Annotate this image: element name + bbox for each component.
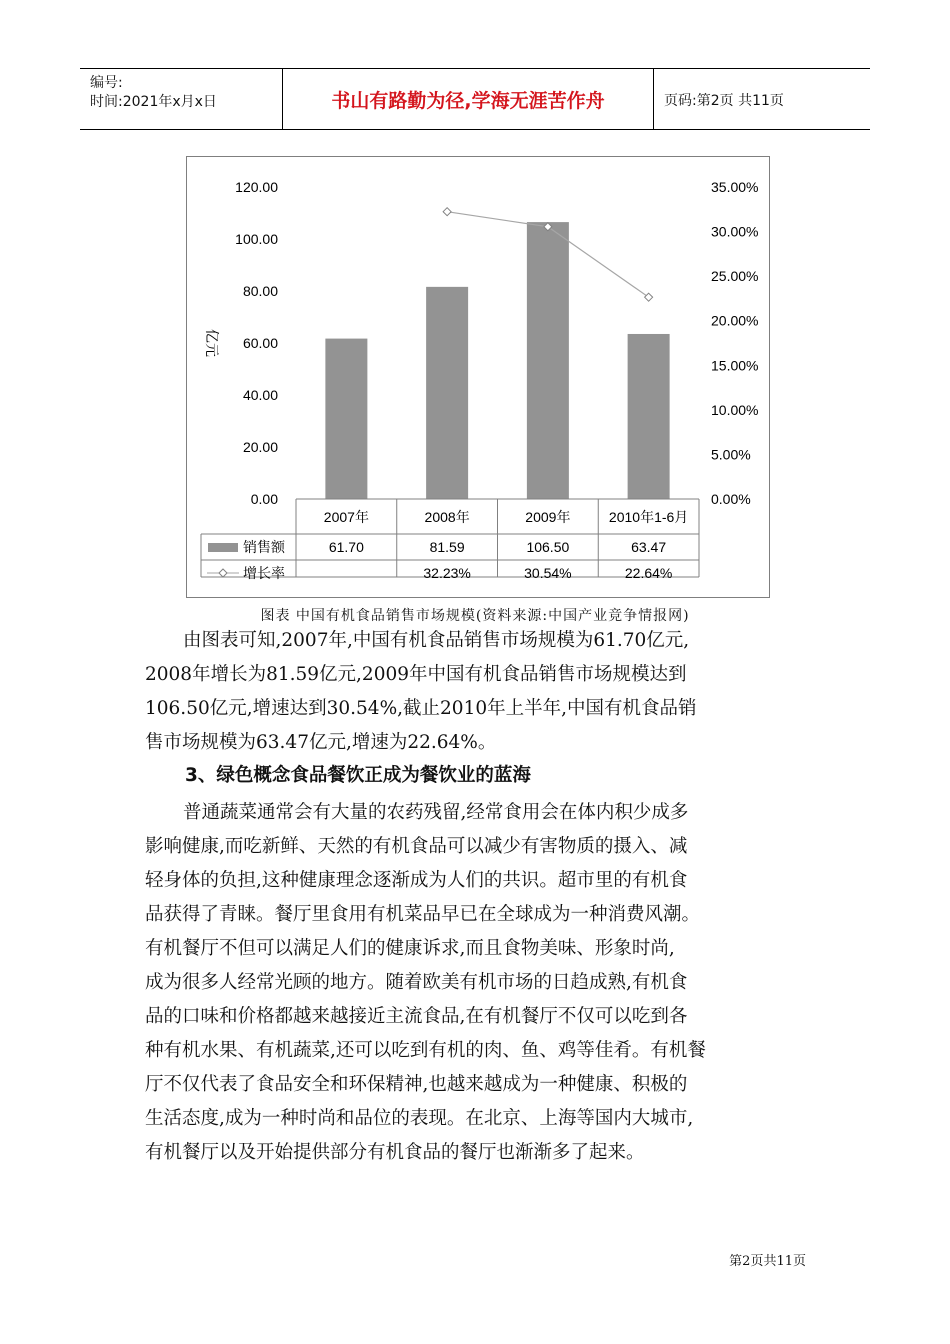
page-footer: 第2页共11页 xyxy=(729,1254,806,1269)
table-value-growth: 32.23% xyxy=(423,565,471,581)
y2-tick-label: 5.00% xyxy=(711,446,751,463)
header-meta-cell xyxy=(80,69,283,129)
table-value-growth: 30.54% xyxy=(524,565,572,581)
y-tick-label: 80.00 xyxy=(242,283,278,299)
y-tick-label: 100.00 xyxy=(235,231,278,247)
paragraph-line: 种有机水果、有机蔬菜,还可以吃到有机的肉、鱼、鸡等佳肴。有机餐 xyxy=(145,1040,706,1061)
x-tick-label: 2009年 xyxy=(525,509,571,525)
market-size-chart xyxy=(186,156,770,598)
y-tick-label: 20.00 xyxy=(242,439,278,455)
paragraph-line: 轻身体的负担,这种健康理念逐渐成为人们的共识。超市里的有机食 xyxy=(145,870,688,891)
paragraph-line: 品的口味和价格都越来越接近主流食品,在有机餐厅不仅可以吃到各 xyxy=(145,1006,688,1027)
paragraph-market-summary xyxy=(145,624,810,760)
legend-label-sales: 销售额 xyxy=(243,539,285,555)
document-time-label: 时间:2021年x月x日 xyxy=(90,94,217,110)
header-page-info: 页码:第2页 共11页 xyxy=(664,93,784,109)
paragraph-line: 2008年增长为81.59亿元,2009年中国有机食品销售市场规模达到 xyxy=(145,664,687,685)
y-tick-label: 40.00 xyxy=(242,387,278,403)
legend-bar-swatch xyxy=(208,543,238,552)
table-value-sales: 61.70 xyxy=(328,539,364,555)
paragraph-line: 售市场规模为63.47亿元,增速为22.64%。 xyxy=(145,732,497,753)
header-page-cell xyxy=(654,69,870,129)
bar xyxy=(628,334,670,499)
legend-line-marker xyxy=(219,569,227,577)
paragraph-line: 生活态度,成为一种时尚和品位的表现。在北京、上海等国内大城市, xyxy=(145,1108,694,1129)
bar xyxy=(325,339,367,499)
y2-tick-label: 35.00% xyxy=(711,179,759,195)
y-axis-title: 亿元 xyxy=(203,329,219,357)
section-heading: 3、绿色概念食品餐饮正成为餐饮业的蓝海 xyxy=(185,765,531,786)
table-value-sales: 63.47 xyxy=(631,539,667,555)
paragraph-line: 影响健康,而吃新鲜、天然的有机食品可以减少有害物质的摄入、减 xyxy=(145,836,688,857)
legend-label-growth: 增长率 xyxy=(243,565,285,581)
y2-tick-label: 10.00% xyxy=(711,401,759,418)
bar xyxy=(527,222,569,499)
x-tick-label: 2007年 xyxy=(323,509,369,525)
table-value-growth: 22.64% xyxy=(624,565,673,581)
paragraph-line: 由图表可知,2007年,中国有机食品销售市场规模为61.70亿元, xyxy=(183,630,690,651)
growth-point-marker xyxy=(645,293,653,301)
paragraph-line: 品获得了青睐。餐厅里食用有机菜品早已在全球成为一种消费风潮。 xyxy=(145,904,701,925)
y2-tick-label: 30.00% xyxy=(711,223,759,240)
y2-tick-label: 25.00% xyxy=(711,268,759,285)
table-value-sales: 106.50 xyxy=(526,539,570,555)
y2-tick-label: 20.00% xyxy=(711,312,759,329)
y-tick-label: 60.00 xyxy=(242,335,278,351)
bar xyxy=(426,287,468,499)
y2-tick-label: 15.00% xyxy=(711,357,759,374)
chart-caption: 图表 中国有机食品销售市场规模(资料来源:中国产业竞争情报网) xyxy=(260,608,690,624)
header-motto-cell xyxy=(283,69,654,129)
table-value-sales: 81.59 xyxy=(429,539,465,555)
chart-canvas xyxy=(187,157,769,597)
y2-tick-label: 0.00% xyxy=(711,491,751,507)
y-tick-label: 120.00 xyxy=(235,179,278,195)
y-tick-label: 0.00 xyxy=(250,491,278,507)
paragraph-line: 106.50亿元,增速达到30.54%,截止2010年上半年,中国有机食品销 xyxy=(145,698,697,719)
document-number-label: 编号: xyxy=(90,75,123,91)
paragraph-line: 普通蔬菜通常会有大量的农药残留,经常食用会在体内积少成多 xyxy=(183,802,689,823)
paragraph-organic-restaurants xyxy=(145,796,810,1170)
header-motto: 书山有路勤为径,学海无涯苦作舟 xyxy=(331,90,605,112)
x-tick-label: 2008年 xyxy=(424,509,470,525)
paragraph-line: 成为很多人经常光顾的地方。随着欧美有机市场的日趋成熟,有机食 xyxy=(145,972,688,993)
growth-point-marker xyxy=(443,208,451,216)
page-header xyxy=(80,68,870,130)
x-tick-label: 2010年1-6月 xyxy=(608,509,689,525)
paragraph-line: 有机餐厅以及开始提供部分有机食品的餐厅也渐渐多了起来。 xyxy=(145,1142,645,1163)
paragraph-line: 有机餐厅不但可以满足人们的健康诉求,而且食物美味、形象时尚, xyxy=(145,938,675,959)
paragraph-line: 厅不仅代表了食品安全和环保精神,也越来越成为一种健康、积极的 xyxy=(145,1074,688,1095)
